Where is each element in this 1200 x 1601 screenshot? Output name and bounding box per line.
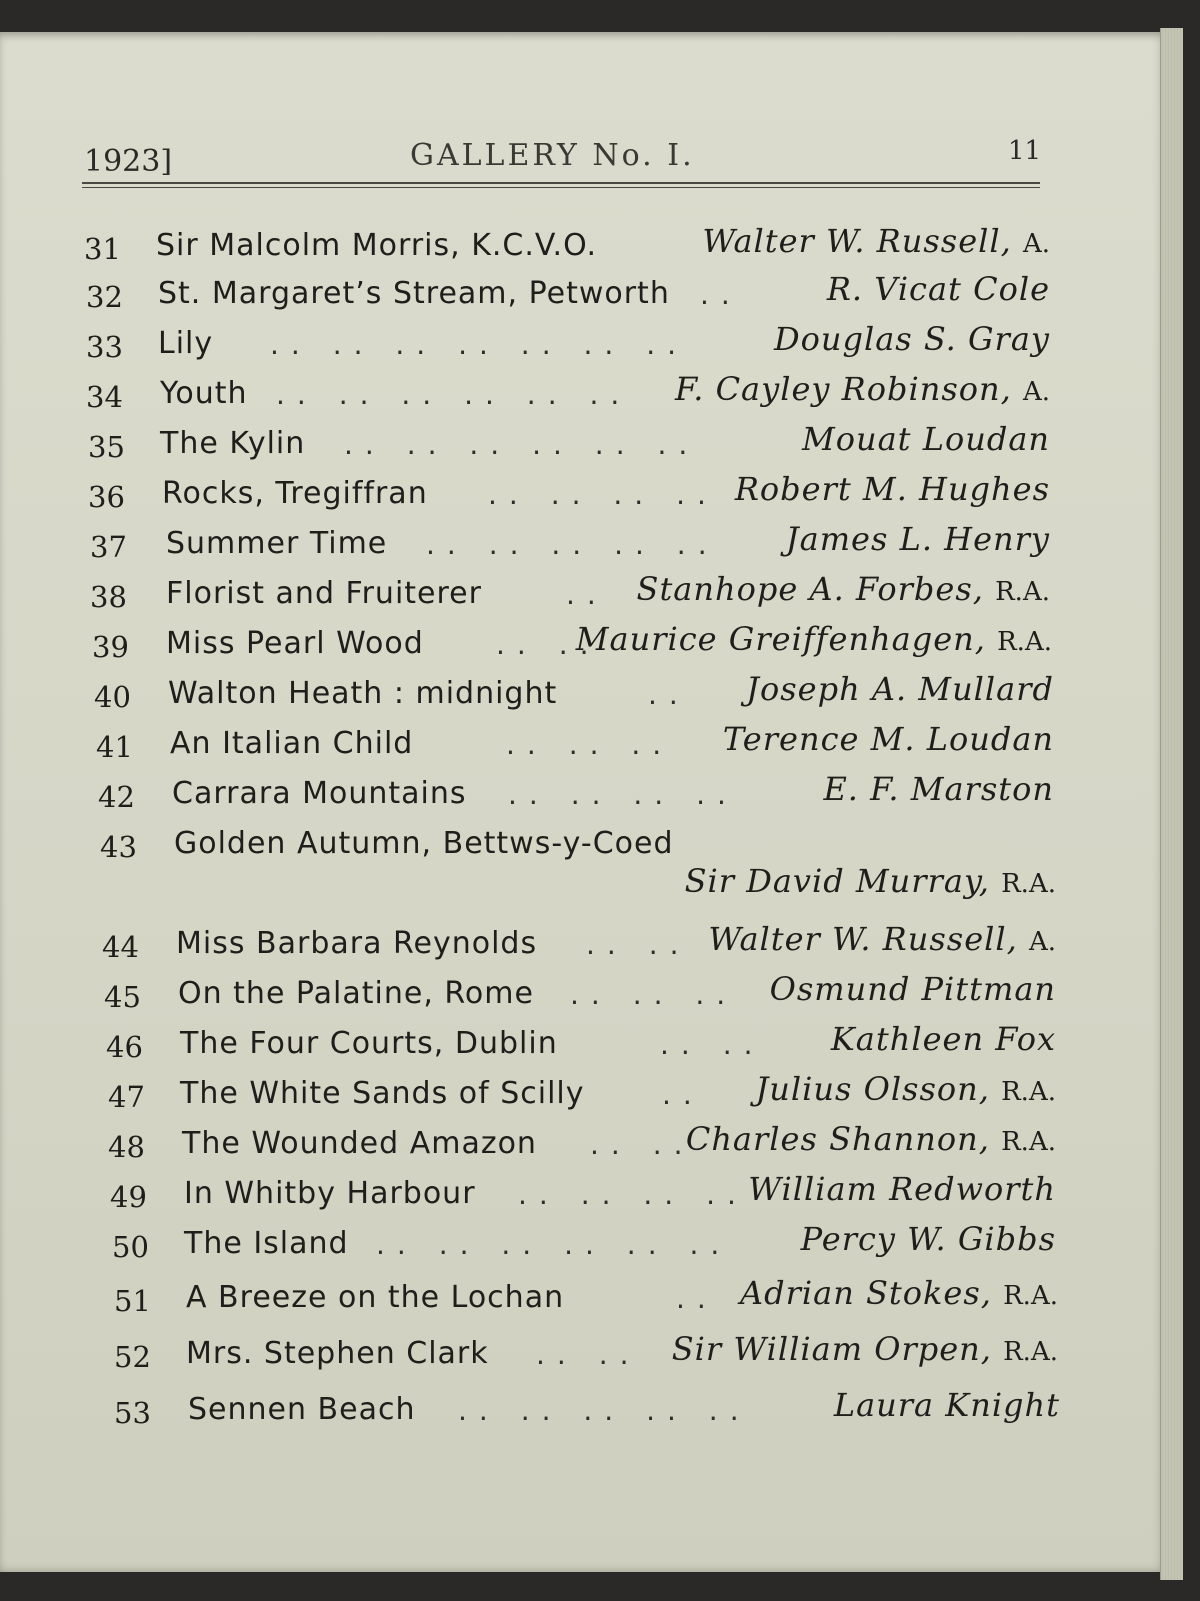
entry-rank: R.A. (1001, 1127, 1056, 1157)
page-number: 11 (1008, 136, 1042, 166)
entry-artist: Mouat Loudan (801, 420, 1050, 458)
entry-number: 31 (84, 232, 121, 266)
catalogue-entry (0, 720, 1200, 774)
catalogue-entry (0, 1386, 1200, 1440)
catalogue-entry (0, 670, 1200, 724)
header-title: GALLERY No. I. (410, 138, 695, 173)
entry-title: A Breeze on the Lochan (186, 1280, 565, 1315)
entry-leader: .. .. .. .. (488, 478, 718, 511)
catalogue-entry (0, 1330, 1200, 1384)
entry-number: 38 (90, 580, 127, 614)
entry-number: 52 (114, 1340, 151, 1374)
entry-artist: Charles Shannon, R.A. (685, 1120, 1056, 1158)
entry-leader: .. (700, 278, 742, 311)
catalogue-entry (0, 1274, 1200, 1328)
entry-artist: Sir William Orpen, R.A. (671, 1330, 1058, 1368)
entry-number: 47 (108, 1080, 145, 1114)
entry-title: Lily (158, 326, 214, 361)
catalogue-entry-continuation (0, 862, 1200, 916)
catalogue-entry (0, 1070, 1200, 1124)
entry-title: The Wounded Amazon (182, 1126, 537, 1161)
catalogue-entry (0, 270, 1200, 324)
entry-leader: .. .. .. .. .. (458, 1394, 751, 1427)
entry-number: 37 (90, 530, 127, 564)
entry-title: St. Margaret’s Stream, Petworth (158, 276, 670, 311)
entry-leader: .. .. .. .. .. .. .. (270, 328, 689, 361)
catalogue-entry (0, 920, 1200, 974)
catalogue-entry (0, 420, 1200, 474)
entry-artist: R. Vicat Cole (826, 270, 1050, 308)
entry-artist: Kathleen Fox (830, 1020, 1056, 1058)
entry-artist: Walter W. Russell, A. (708, 920, 1056, 958)
catalogue-entry (0, 570, 1200, 624)
entry-number: 48 (108, 1130, 145, 1164)
entry-number: 45 (104, 980, 141, 1014)
entry-title: Carrara Mountains (172, 776, 467, 811)
entry-leader: .. .. (660, 1028, 765, 1061)
entry-artist: Adrian Stokes, R.A. (739, 1274, 1058, 1312)
entry-artist: Maurice Greiffenhagen, R.A. (575, 620, 1052, 658)
entry-leader: .. (662, 1078, 704, 1111)
entry-number: 39 (92, 630, 129, 664)
entry-number: 42 (98, 780, 135, 814)
entry-number: 43 (100, 830, 137, 864)
entry-title: On the Palatine, Rome (178, 976, 534, 1011)
entry-number: 33 (86, 330, 123, 364)
header-year: 1923] (84, 144, 173, 179)
entry-leader: .. (566, 578, 608, 611)
entry-rank: R.A. (1003, 1281, 1058, 1311)
entry-rank: R.A. (995, 577, 1050, 607)
catalogue-entry (0, 222, 1200, 276)
entry-number: 36 (88, 480, 125, 514)
entry-title: Florist and Fruiterer (166, 576, 482, 611)
entry-number: 51 (114, 1284, 151, 1318)
entry-rank: R.A. (1001, 869, 1056, 899)
entry-leader: .. .. .. .. (508, 778, 738, 811)
catalogue-entry (0, 1020, 1200, 1074)
entry-leader: .. (648, 678, 690, 711)
entry-artist: Percy W. Gibbs (800, 1220, 1056, 1258)
entry-artist: Joseph A. Mullard (746, 670, 1054, 708)
catalogue-entry (0, 1170, 1200, 1224)
entry-artist: Stanhope A. Forbes, R.A. (636, 570, 1050, 608)
entry-number: 46 (106, 1030, 143, 1064)
entry-title: Golden Autumn, Bettws-y-Coed (174, 826, 674, 861)
entry-artist: Sir David Murray, R.A. (684, 862, 1056, 900)
entry-leader: .. .. .. (506, 728, 674, 761)
entry-artist: Walter W. Russell, A. (702, 222, 1050, 260)
entry-title: Miss Barbara Reynolds (176, 926, 538, 961)
entry-rank: A. (1022, 377, 1050, 407)
entry-number: 34 (86, 380, 123, 414)
entry-artist: Terence M. Loudan (722, 720, 1054, 758)
entry-leader: .. .. .. .. (518, 1178, 748, 1211)
entry-artist: James L. Henry (785, 520, 1050, 558)
entry-number: 40 (94, 680, 131, 714)
entry-leader: .. .. (496, 628, 601, 661)
entry-title: The White Sands of Scilly (180, 1076, 585, 1111)
entry-number: 32 (86, 280, 123, 314)
catalogue-entry (0, 1120, 1200, 1174)
entry-artist: Douglas S. Gray (773, 320, 1050, 358)
entry-title: Miss Pearl Wood (166, 626, 424, 661)
entry-title: In Whitby Harbour (184, 1176, 476, 1211)
entry-title: Sir Malcolm Morris, K.C.V.O. (156, 228, 598, 263)
entry-rank: A. (1028, 927, 1056, 957)
entry-rank: R.A. (1001, 1077, 1056, 1107)
entry-leader: .. .. .. .. .. (426, 528, 719, 561)
entry-artist: Robert M. Hughes (734, 470, 1050, 508)
entry-number: 53 (114, 1396, 151, 1430)
entry-title: An Italian Child (170, 726, 414, 761)
catalogue-entry (0, 520, 1200, 574)
entry-artist: Osmund Pittman (769, 970, 1056, 1008)
catalogue-entry (0, 620, 1200, 674)
entry-artist: William Redworth (748, 1170, 1056, 1208)
entry-title: Youth (160, 376, 248, 411)
entry-leader: .. .. (536, 1338, 641, 1371)
entry-number: 49 (110, 1180, 147, 1214)
entry-artist: Laura Knight (833, 1386, 1060, 1424)
entry-number: 50 (112, 1230, 149, 1264)
entry-leader: .. .. .. (570, 978, 738, 1011)
catalogue-entry (0, 770, 1200, 824)
entry-leader: .. (676, 1282, 718, 1315)
entry-leader: .. .. (586, 928, 691, 961)
catalogue-entry (0, 370, 1200, 424)
entry-title: Walton Heath : midnight (168, 676, 558, 711)
catalogue-entry (0, 1220, 1200, 1274)
entry-title: The Four Courts, Dublin (180, 1026, 558, 1061)
entry-artist: F. Cayley Robinson, A. (675, 370, 1050, 408)
entry-leader: .. .. (590, 1128, 695, 1161)
catalogue-entry (0, 320, 1200, 374)
catalogue-entry (0, 470, 1200, 524)
entry-rank: R.A. (997, 627, 1052, 657)
entry-artist: Julius Olsson, R.A. (755, 1070, 1056, 1108)
entry-leader: .. .. .. .. .. .. (344, 428, 700, 461)
entry-title: The Island (184, 1226, 349, 1261)
entry-number: 35 (88, 430, 125, 464)
entry-title: Rocks, Tregiffran (162, 476, 428, 511)
entry-rank: A. (1022, 229, 1050, 259)
entry-leader: .. .. .. .. .. .. (376, 1228, 732, 1261)
entry-artist: E. F. Marston (823, 770, 1054, 808)
entry-number: 44 (102, 930, 139, 964)
entry-leader: .. .. .. .. .. .. (276, 378, 632, 411)
entry-title: Sennen Beach (188, 1392, 416, 1427)
entry-title: Mrs. Stephen Clark (186, 1336, 489, 1371)
entry-number: 41 (96, 730, 133, 764)
catalogue-entry (0, 970, 1200, 1024)
entry-title: The Kylin (160, 426, 306, 461)
entry-rank: R.A. (1003, 1337, 1058, 1367)
entry-title: Summer Time (166, 526, 388, 561)
